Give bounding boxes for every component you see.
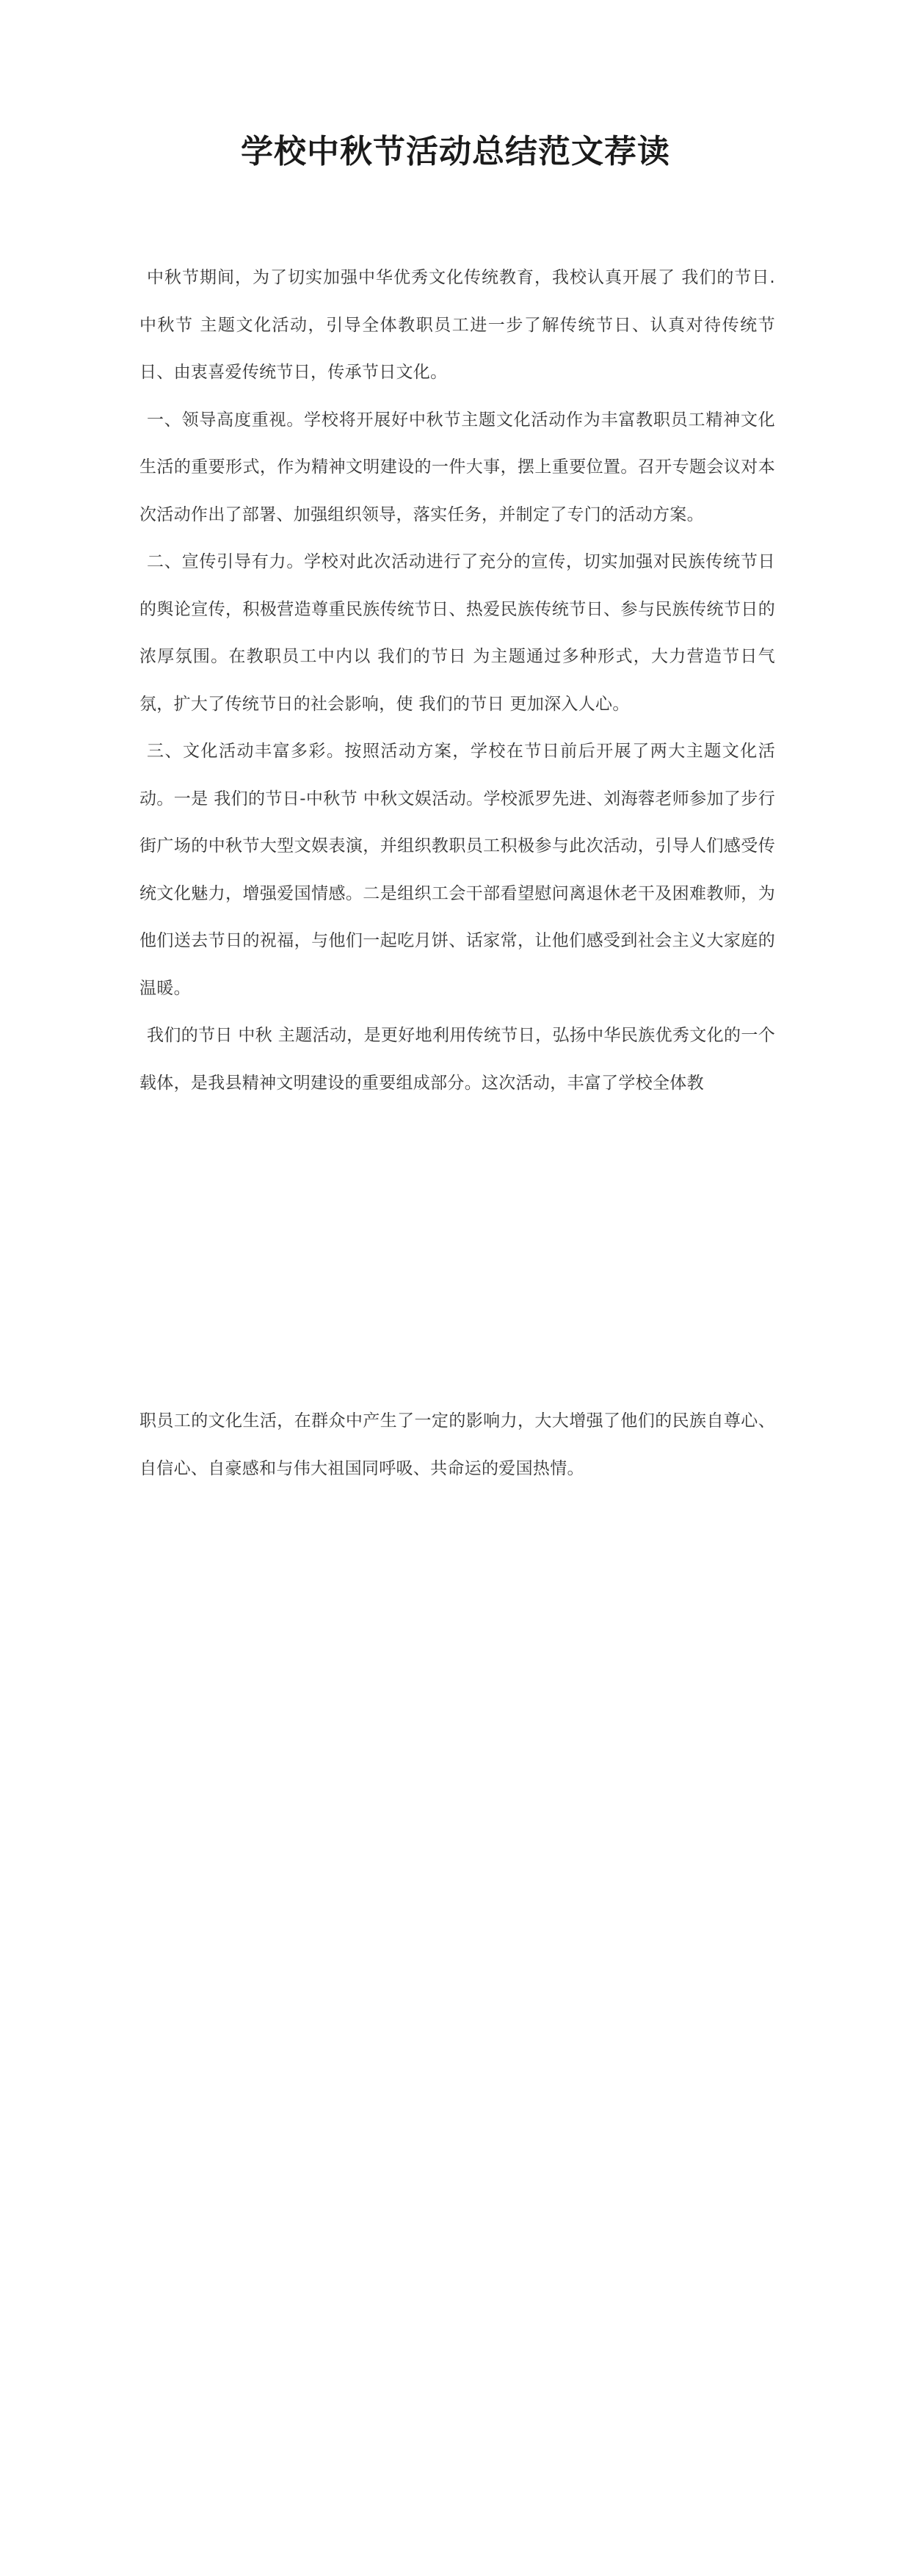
- paragraph-leadership: 一、领导高度重视。学校将开展好中秋节主题文化活动作为丰富教职员工精神文化生活的重要形式，作为精神文明建设的一件大事，摆上重要位置。召开专题会议对本次活动作出了部署、加强组织领导，落实任务，并制定了专门的活动方案。: [139, 410, 775, 524]
- paragraph-conclusion-continued: 职员工的文化生活，在群众中产生了一定的影响力，大大增强了他们的民族自尊心、自信心、自豪感和与伟大祖国同呼吸、共命运的爱国热情。: [139, 1411, 775, 1478]
- document-body: [139, 254, 775, 1107]
- page-title: 学校中秋节活动总结范文荐读: [241, 133, 670, 171]
- paragraph-conclusion: 我们的节日 中秋 主题活动，是更好地利用传统节日，弘扬中华民族优秀文化的一个载体，是我县精神文明建设的重要组成部分。这次活动，丰富了学校全体教: [139, 1026, 775, 1093]
- paragraph-activities: 三、文化活动丰富多彩。按照活动方案，学校在节日前后开展了两大主题文化活动。一是 我们的节日-中秋节 中秋文娱活动。学校派罗先进、刘海蓉老师参加了步行街广场的中秋节大型文娱表演，并组织教职员工积极参与此次活动，引导人们感受传统文化魅力，增强爱国情感。二是组织工会干部看望慰问离退休老干及困难教师，为他们送去节日的祝福，与他们一起吃月饼、话家常，让他们感受到社会主义大家庭的温暖。: [139, 742, 775, 998]
- paragraph-intro: 中秋节期间，为了切实加强中华优秀文化传统教育，我校认真开展了 我们的节日. 中秋节 主题文化活动，引导全体教职员工进一步了解传统节日、认真对待传统节日、由衷喜爱传统节日，传承节日文化。: [139, 268, 775, 382]
- document-body-continued: [139, 1397, 775, 1492]
- paragraph-publicity: 二、宣传引导有力。学校对此次活动进行了充分的宣传，切实加强对民族传统节日的舆论宣传，积极营造尊重民族传统节日、热爱民族传统节日、参与民族传统节日的浓厚氛围。在教职员工中内以 我们的节日 为主题通过多种形式，大力营造节日气氛，扩大了传统节日的社会影响，使 我们的节日 更加深入人心。: [139, 552, 775, 714]
